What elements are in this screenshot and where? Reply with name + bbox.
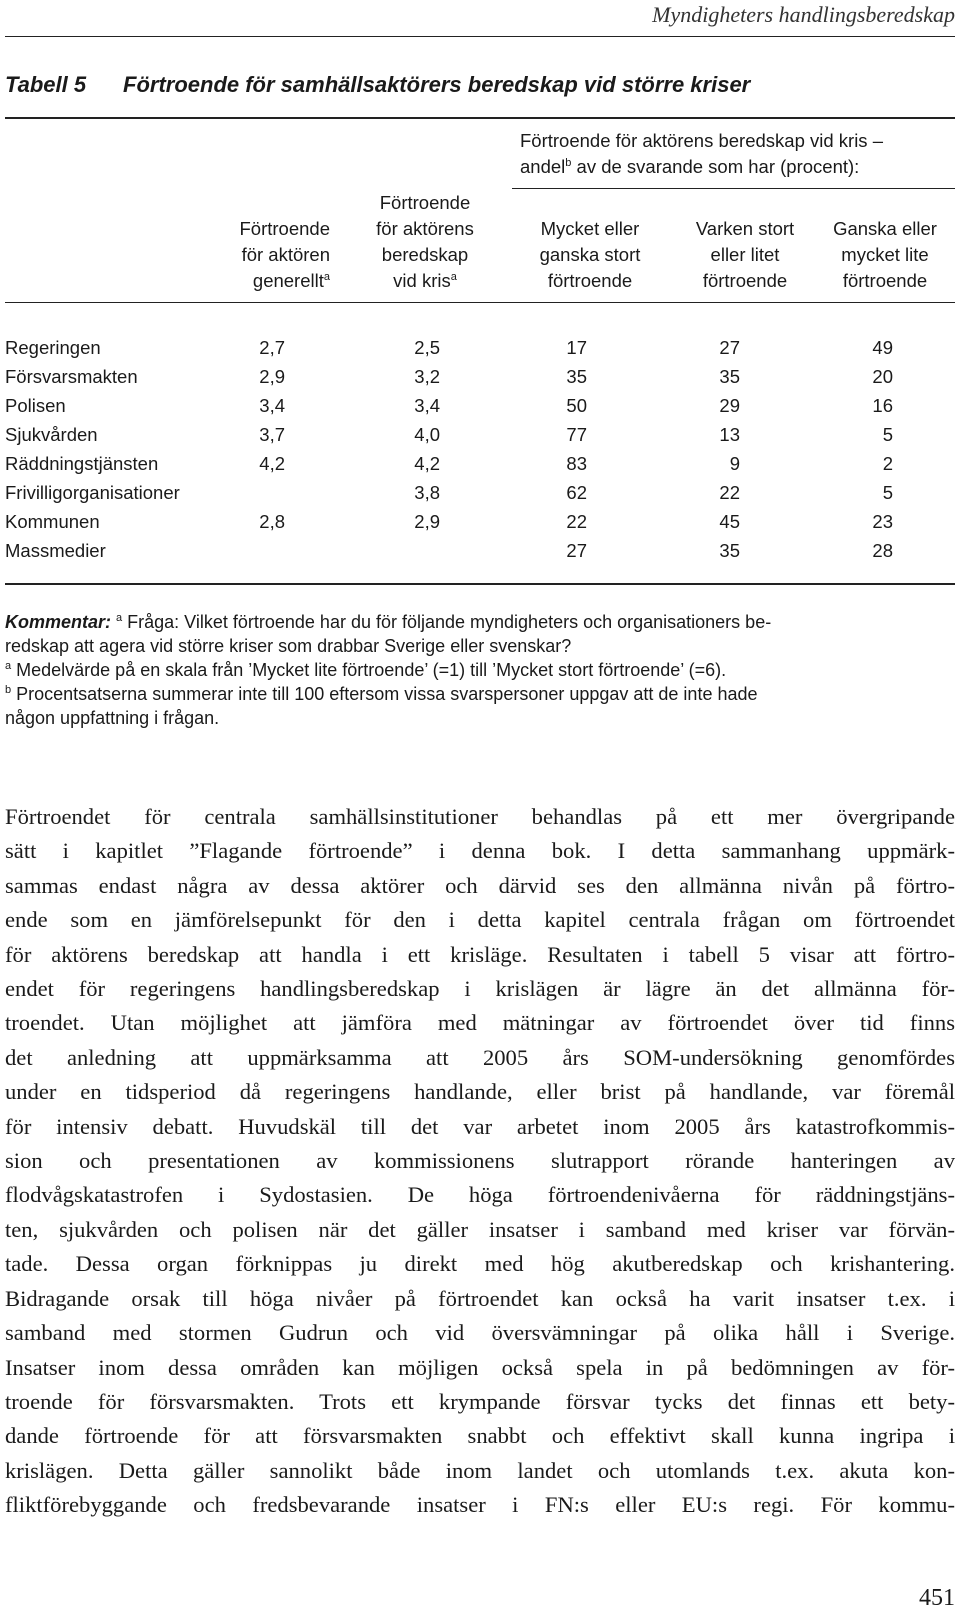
cell: 28 (872, 540, 893, 561)
table-row (5, 421, 955, 449)
cell: 62 (566, 482, 587, 503)
cell: 3,2 (414, 366, 440, 387)
body-line: för aktörens beredskap att handla i ett krisläge. Resultaten i tabell 5 visar att förtro- (5, 941, 955, 967)
cell: 5 (882, 424, 893, 445)
body-line: ende som en jämförelsepunkt för den i detta kapitel centrala frågan om förtroendet (5, 907, 955, 933)
col-header-low: Ganska eller mycket lite förtroende (833, 218, 937, 291)
cell: 4,0 (414, 424, 440, 445)
row-label: Försvarsmakten (5, 366, 138, 387)
table-bottom-rule (5, 583, 955, 585)
cell: 3,8 (414, 482, 440, 503)
header-rule (5, 36, 955, 37)
body-line: sion och presentationen av kommissionens slutrapport rörande hanteringen av (5, 1148, 955, 1174)
cell: 45 (719, 511, 740, 532)
body-line: samband med stormen Gudrun och vid översvämningar på olika håll i Sverige. (5, 1320, 955, 1346)
body-line: sätt i kapitlet ”Flagande förtroende” i denna bok. I detta sammanhang uppmärk- (5, 838, 955, 864)
col-header-neutral: Varken stort eller litet förtroende (695, 218, 795, 291)
comment-note-2: $^a$ Medelvärde på en skala från ’Mycket lite förtroende’ (=1) till ’Mycket stort förtroende’ (=6). (5, 660, 727, 680)
cell: 16 (872, 395, 893, 416)
cell: 29 (719, 395, 740, 416)
table-row (5, 508, 955, 536)
cell: 20 (872, 366, 893, 387)
body-line: för intensiv debatt. Huvudskäl till det var arbetet inom 2005 års katastrofkommis- (5, 1113, 955, 1139)
cell: 2,9 (414, 511, 440, 532)
running-head: Myndigheters handlingsberedskap (652, 2, 955, 27)
row-label: Regeringen (5, 337, 101, 358)
span-header (520, 128, 883, 180)
comment-note-3-cont: någon uppfattning i frågan. (5, 708, 220, 728)
cell: 2,9 (259, 366, 285, 387)
table-caption (5, 72, 750, 98)
cell: 83 (566, 453, 587, 474)
comment-note-3: $^b$ Procentsatserna summerar inte till 100 eftersom vissa svarspersoner uppgav att de inte hade (5, 684, 758, 704)
table-number: Tabell 5 (5, 72, 87, 97)
body-line: sammas endast några av dessa aktörer och därvid ses den allmänna nivån på förtro- (5, 872, 955, 898)
body-line: det anledning att uppmärksamma att 2005 års SOM-undersökning genomfördes (5, 1044, 955, 1070)
span-header-line1: Förtroende för aktörens beredskap vid kris – (520, 130, 883, 151)
body-line: Förtroendet för centrala samhällsinstitutioner behandlas på ett mer övergripande (5, 804, 955, 829)
cell: 22 (566, 511, 587, 532)
page-number: 451 (919, 1585, 955, 1611)
table-comment (5, 610, 950, 730)
cell: 22 (719, 482, 740, 503)
cell: 2 (882, 453, 893, 474)
body-line: endet för regeringens handlingsberedskap i krislägen är lägre än det allmänna för- (5, 976, 955, 1002)
table-row (5, 537, 955, 565)
cell: 50 (566, 395, 587, 416)
body-line: krislägen. Detta gäller sannolikt både inom landet och utomlands t.ex. akuta kon- (5, 1457, 955, 1483)
span-header-rule (512, 188, 955, 189)
cell: 3,4 (259, 395, 285, 416)
row-label: Kommunen (5, 511, 100, 532)
table-row (5, 363, 955, 391)
cell: 77 (566, 424, 587, 445)
cell: 2,5 (414, 337, 440, 358)
row-label: Räddningstjänsten (5, 453, 159, 474)
row-label: Polisen (5, 395, 66, 416)
row-label: Massmedier (5, 540, 106, 561)
cell: 13 (719, 424, 740, 445)
col-header-crisis: Förtroende för aktörens beredskap vid kris$^a$ (376, 192, 474, 291)
table-row (5, 450, 955, 478)
cell: 27 (566, 540, 587, 561)
cell: 4,2 (259, 453, 285, 474)
body-line: Insatser inom dessa områden kan möjligen också spela in på bedömningen av för- (5, 1354, 955, 1380)
cell: 35 (719, 540, 740, 561)
comment-note-1: Kommentar: $^a$ Fråga: Vilket förtroende har du för följande myndigheters och organisationers be- (5, 612, 772, 632)
cell: 35 (719, 366, 740, 387)
body-paragraph (5, 800, 955, 1523)
table-row (5, 479, 955, 507)
body-line: Bidragande orsak till höga nivåer på förtroendet kan också ha varit insatser t.ex. i (5, 1285, 955, 1311)
body-line: under en tidsperiod då regeringens handlande, eller brist på handlande, var föremål (5, 1079, 955, 1105)
body-line: troendet. Utan möjlighet att jämföra med mätningar av förtroendet över tid finns (5, 1010, 955, 1036)
col-header-high: Mycket eller ganska stort förtroende (539, 218, 641, 291)
body-line: fliktförebyggande och fredsbevarande insatser i FN:s eller EU:s regi. För kommu- (5, 1492, 955, 1518)
row-label: Sjukvården (5, 424, 98, 445)
cell: 35 (566, 366, 587, 387)
table-title: Förtroende för samhällsaktörers beredskap vid större kriser (123, 72, 751, 97)
cell: 4,2 (414, 453, 440, 474)
cell: 5 (882, 482, 893, 503)
table-top-rule (5, 117, 955, 119)
body-line: troende för försvarsmakten. Trots ett krympande försvar tycks det finnas ett bety- (5, 1388, 955, 1414)
body-line: tade. Dessa organ förknippas ju direkt med hög akutberedskap och krishantering. (5, 1251, 955, 1277)
cell: 9 (729, 453, 740, 474)
span-header-line2: andel$^b$ av de svarande som har (procent): (520, 156, 860, 177)
header-bottom-rule (5, 302, 955, 303)
body-line: flodvågskatastrofen i Sydostasien. De höga förtroendenivåerna för räddningstjäns- (5, 1182, 955, 1208)
table-row (5, 392, 955, 420)
cell: 27 (719, 337, 740, 358)
cell: 3,4 (414, 395, 440, 416)
comment-note-1-cont: redskap att agera vid större kriser som drabbar Sverige eller svenskar? (5, 636, 572, 656)
cell: 49 (872, 337, 893, 358)
row-label: Frivilligorganisationer (5, 482, 180, 503)
cell: 23 (872, 511, 893, 532)
cell: 17 (566, 337, 587, 358)
col-header-general: Förtroende för aktören generellt$^a$ (239, 218, 330, 291)
cell: 2,7 (259, 337, 285, 358)
body-line: ten, sjukvården och polisen när det gäller insatser i samband med kriser var förvän- (5, 1216, 955, 1242)
cell: 2,8 (259, 511, 285, 532)
body-line: dande förtroende för att försvarsmakten snabbt och effektivt skall kunna ingripa i (5, 1423, 955, 1449)
table-row (5, 334, 955, 362)
cell: 3,7 (259, 424, 285, 445)
